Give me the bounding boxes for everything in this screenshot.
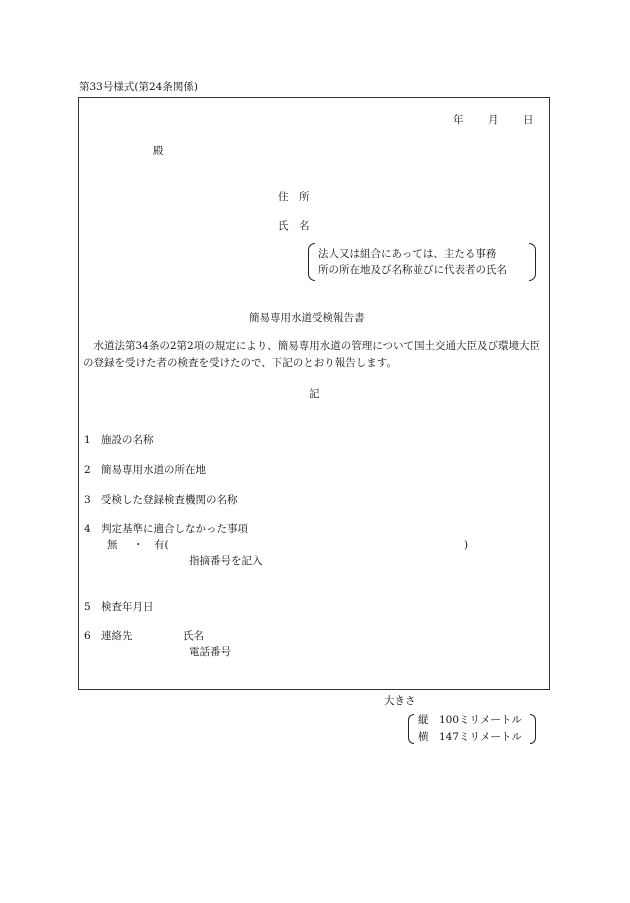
corporate-note-line1: 法人又は組合にあっては、主たる事務 — [318, 248, 497, 260]
corporate-note-line2: 所の所在地及び名称並びに代表者の氏名 — [318, 264, 507, 276]
size-spec — [408, 712, 536, 746]
item-4-label: 判定基準に適合しなかった事項 — [101, 523, 248, 535]
item-3-number: 3 — [84, 494, 91, 506]
name-label: 氏 名 — [278, 220, 310, 232]
size-label: 大きさ — [384, 695, 416, 707]
item-2-number: 2 — [84, 464, 91, 476]
size-left-bracket — [408, 714, 414, 744]
form-number: 第33号様式(第24条関係) — [79, 81, 198, 93]
date-year: 年 — [453, 114, 464, 126]
body-text: 水道法第34条の2第2項の規定により、簡易専用水道の管理について国土交通大臣及び環境大臣の登録を受けた者の検査を受けたので、下記のとおり報告します。 — [83, 340, 541, 369]
corporate-note — [308, 243, 536, 283]
size-vertical: 縦 100ミリメートル — [418, 714, 522, 726]
addressee: 殿 — [153, 145, 164, 157]
item-4-close-paren: ) — [464, 539, 469, 551]
item-1-label: 施設の名称 — [101, 434, 154, 446]
item-6-name: 氏名 — [183, 630, 204, 642]
item-5-number: 5 — [84, 601, 91, 613]
item-5-label: 検査年月日 — [101, 601, 154, 613]
size-horizontal: 横 147ミリメートル — [418, 731, 522, 743]
item-1-number: 1 — [84, 434, 91, 446]
item-6-number: 6 — [84, 630, 91, 642]
right-bracket — [529, 243, 536, 281]
address-label: 住 所 — [278, 191, 310, 203]
item-4-number: 4 — [84, 523, 91, 535]
item-2-label: 簡易専用水道の所在地 — [101, 464, 206, 476]
item-6-label: 連絡先 — [101, 630, 133, 642]
date-day: 日 — [523, 114, 534, 126]
document-title: 簡易専用水道受検報告書 — [249, 312, 365, 324]
item-4-separator: ・ — [133, 539, 144, 551]
left-bracket — [308, 243, 315, 281]
ki-heading: 記 — [309, 388, 320, 400]
item-4-has-option: 有( — [154, 539, 169, 551]
item-4-note: 指摘番号を記入 — [189, 555, 263, 567]
date-month: 月 — [488, 114, 499, 126]
item-3-label: 受検した登録検査機関の名称 — [101, 494, 238, 506]
size-right-bracket — [530, 714, 536, 744]
item-4-none-option: 無 — [107, 539, 118, 551]
item-6-phone: 電話番号 — [189, 646, 231, 658]
